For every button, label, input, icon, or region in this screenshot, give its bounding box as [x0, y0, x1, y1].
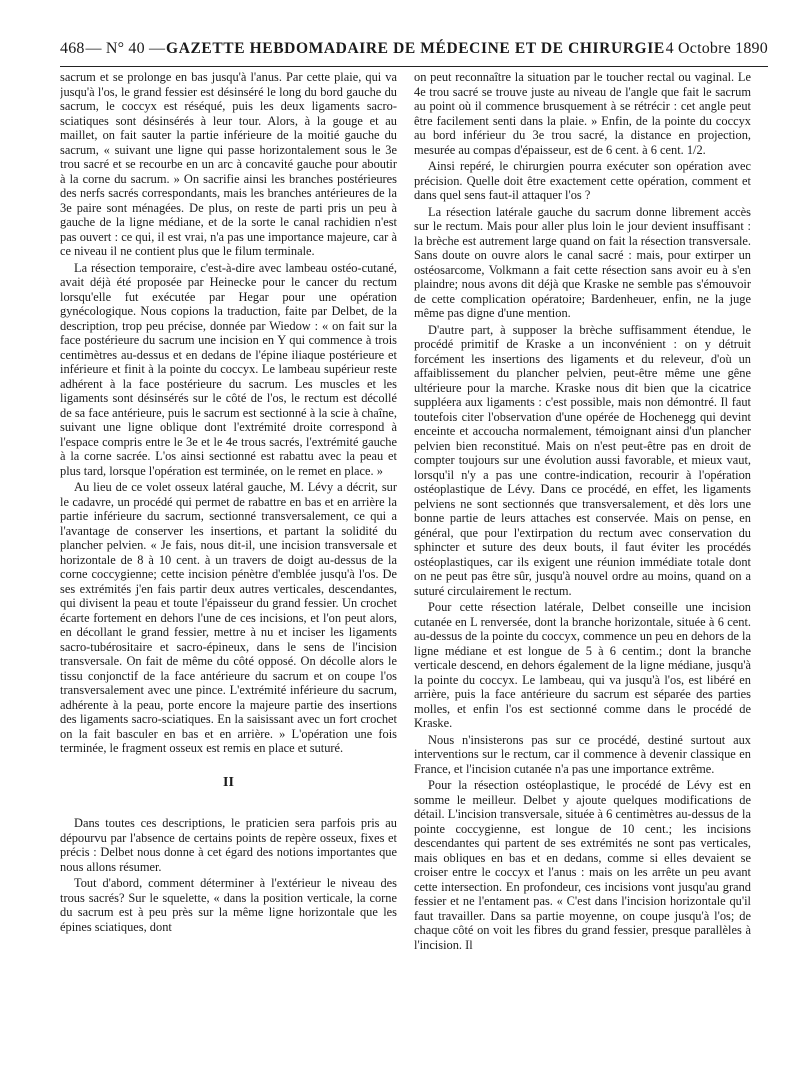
page-header — [60, 36, 768, 62]
paragraph: Pour la résection ostéoplastique, le procédé de Lévy est en somme le meilleur. Delbet y ajoute quelques modifications de détail. L'incision transversale, située à 6 centimètres au-dessus de la pointe coccygienne, est longue de 10 cent.; les incisions descendantes qui partent de ses extrémités ne sont pas verticales, mais obliques en bas et en dedans, comme si elles devaient se croiser entre le coccyx et l'anus : mais on les arrête un peu avant cette intersection. En profondeur, ces incisions vont jusqu'au grand fessier et ne l'entament pas. « C'est dans l'incision horizontale qu'il faut travailler. Dans sa partie moyenne, on coupe jusqu'à l'os; de chaque côté on voit les fibres du grand fessier, presque parallèles à l'incision. Il — [414, 778, 751, 952]
right-column — [414, 70, 751, 1055]
issue-date: 4 Octobre 1890 — [665, 40, 768, 57]
paragraph: sacrum et se prolonge en bas jusqu'à l'anus. Par cette plaie, qui va jusqu'à l'os, le grand fessier est désinséré le long du bord gauche du sacrum, le coccyx est réséqué, puis les deux ligaments sacro-sciatiques sont désinsérés à leur tour. Alors, à la gouge et au maillet, on fait sauter la partie inférieure de la moitié gauche du sacrum, « suivant une ligne qui passe horizontalement sous le 3e trou sacré et se recourbe en un arc à concavité gauche pour aboutir à la corne du sacrum. » On sacrifie ainsi les branches postérieures des nerfs sacrés correspondants, mais les branches antérieures de la 3e paire sont ménagées. De plus, on reste de parti pris un peu à gauche de la ligne médiane, et de la sorte le canal rachidien n'est pas ouvert : ce qui, il est vrai, n'a pas une importance majeure, car à ce niveau il ne contient plus que le filum terminale. — [60, 70, 397, 258]
paragraph: Dans toutes ces descriptions, le praticien sera parfois pris au dépourvu par l'absence de certains points de repère osseux, fixes et précis : Delbet nous donne à cet égard des notions importantes que nous allons résumer. — [60, 816, 397, 874]
paragraph: D'autre part, à supposer la brèche suffisamment étendue, le procédé primitif de Kraske a un inconvénient : on y détruit forcément les insertions des ligaments et du releveur, d'où un affaiblissement du plancher pelvien, peut-être même une gêne ultérieure pour la marche. Kraske nous dit bien que la cicatrice suppléera aux ligaments : c'est possible, mais non démontré. Il faut toutefois citer l'observation d'une opérée de Hochenegg qui devint enceinte et accoucha normalement, témoignant ainsi d'un plancher pelvien bien reconstitué. Mais on n'est peut-être pas en droit de compter toujours sur une évolution aussi favorable, et mieux vaut, lorsqu'il n'y a pas une contre-indication, recourir à l'opération ostéoplastique de Lévy. Dans ce procédé, en effet, les ligaments pelviens ne sont sectionnés que transversalement, et dès lors une bonne partie de leurs attaches est conservée. Mais on pense, en général, que pour l'extirpation du rectum avec conservation du sphincter et suture des deux bouts, il faut éviter les procédés ostéoplastiques, car ils exigent une réunion immédiate totale dont on ne peut pas être sûr, jusqu'à nouvel ordre au moins, quand on a suturé circulairement le rectum. — [414, 322, 751, 598]
paragraph: Au lieu de ce volet osseux latéral gauche, M. Lévy a décrit, sur le cadavre, un procédé qui permet de rabattre en bas et en arrière la partie inférieure du sacrum, sectionné transversalement, ce qui a l'avantage de conserver les insertions, et partant la solidité du plancher pelvien. « Je fais, nous dit-il, une incision transversale et horizontale de 8 à 10 cent. à un travers de doigt au-dessus de la corne coccygienne; cette incision pénètre d'emblée jusqu'à l'os. De ses extrémités j'en fais partir deux autres verticales, descendantes, qui divisent la peau et toute l'épaisseur du grand fessier. Un crochet écarte fortement en dehors l'une de ces incisions, et l'on peut alors, en décollant le grand fessier, mettre à nu et inciser les ligaments sacro-tubérositaire et sacro-épineux, dans le sens de l'incision transversale. On fait de même du côté opposé. On décolle alors le tissu conjonctif de la face antérieure du sacrum et on coupe l'os transversalement avec une pince. L'extrémité inférieure du sacrum, adhérente à la peau, porte encore la majeure partie des insertions des ligaments sacro-sciatiques. En la saisissant avec un fort crochet on la fait basculer en bas et en arrière. » L'opération une fois terminée, le fragment osseux est remis en place et suturé. — [60, 480, 397, 755]
paragraph: Tout d'abord, comment déterminer à l'extérieur le niveau des trous sacrés? Sur le squelette, « dans la position verticale, la corne du sacrum est à peu près sur la même ligne horizontale que les épines sciatiques, dont — [60, 876, 397, 934]
left-column — [60, 70, 397, 1055]
issue-number: — N° 40 — — [85, 40, 166, 57]
paragraph: Nous n'insisterons pas sur ce procédé, destiné surtout aux interventions sur le rectum, car il commence à devenir classique en France, et l'incision cutanée n'a pas une importance extrême. — [414, 732, 751, 776]
paragraph: La résection temporaire, c'est-à-dire avec lambeau ostéo-cutané, avait déjà été proposée par Heinecke pour le cancer du rectum lorsqu'elle fut exécutée par Hegar pour une opération gynécologique. Nous copions la traduction, faite par Delbet, de la description, trop peu précise, donnée par Wiedow : « on fait sur la face postérieure du sacrum une incision en Y qui commence à trois centimètres au-dessus et en dedans de l'épine iliaque postérieure et inférieure et finit à la pointe du coccyx. Le lambeau supérieur reste adhérent à la face postérieure du sacrum. Les muscles et les ligaments sont désinsérés sur le côté de l'os, le rectum est décollé de sa face antérieure, puis le sacrum est sectionné à la scie à chaîne, suivant une ligne oblique dont l'extrémité droite correspond à l'espace compris entre le 3e et le 4e trous sacrés, l'extrémité gauche à la corne sacrée. L'os ainsi sectionné est rabattu avec la peau et plus tard, lorsque l'opération est terminée, on le remet en place. » — [60, 260, 397, 478]
journal-title: GAZETTE HEBDOMADAIRE DE MÉDECINE ET DE CHIRURGIE — [166, 40, 665, 57]
paragraph: Ainsi repéré, le chirurgien pourra exécuter son opération avec précision. Quelle doit être exactement cette opération, comment et dans quel sens faut-il attaquer l'os ? — [414, 159, 751, 202]
paragraph: La résection latérale gauche du sacrum donne librement accès sur le rectum. Mais pour aller plus loin le jour devient insuffisant : la brèche est autrement large quand on fait la résection transversale. Sans doute on ouvre alors le canal sacré : mais, pour extirper un ostéosarcome, Volkmann a fait cette résection sans avoir eu à s'en plaindre; nous avons dit déjà que Kraske ne semble pas s'émouvoir de cette complication opératoire; Bardenheuer, enfin, ne la juge même pas digne d'une mention. — [414, 204, 751, 320]
section-heading: II — [223, 774, 234, 790]
paragraph: on peut reconnaître la situation par le toucher rectal ou vaginal. Le 4e trou sacré se trouve juste au niveau de l'angle que fait le sacrum au point où il commence brusquement à se rétrécir : cet angle peut être facilement senti dans la plaie. » Enfin, de la pointe du coccyx au bord inférieur du 3e trou sacré, la distance en projection, mesurée au compas d'épaisseur, est de 6 cent. à 6 cent. 1/2. — [414, 70, 751, 157]
header-rule — [60, 66, 768, 67]
paragraph: Pour cette résection latérale, Delbet conseille une incision cutanée en L renversée, dont la branche horizontale, située à 6 cent. au-dessus de la pointe du coccyx, commence un peu en dehors de la ligne médiane et est longue de 5 à 6 centim.; dont la branche verticale descend, en dehors également de la ligne médiane, jusqu'à la pointe du coccyx. Le lambeau, qui va jusqu'à l'os, est libéré en arrière, puis la face antérieure du sacrum est séparée des parties molles, et enfin l'os est sectionné comme dans le procédé de Kraske. — [414, 600, 751, 730]
page-number: 468 — [60, 40, 85, 57]
